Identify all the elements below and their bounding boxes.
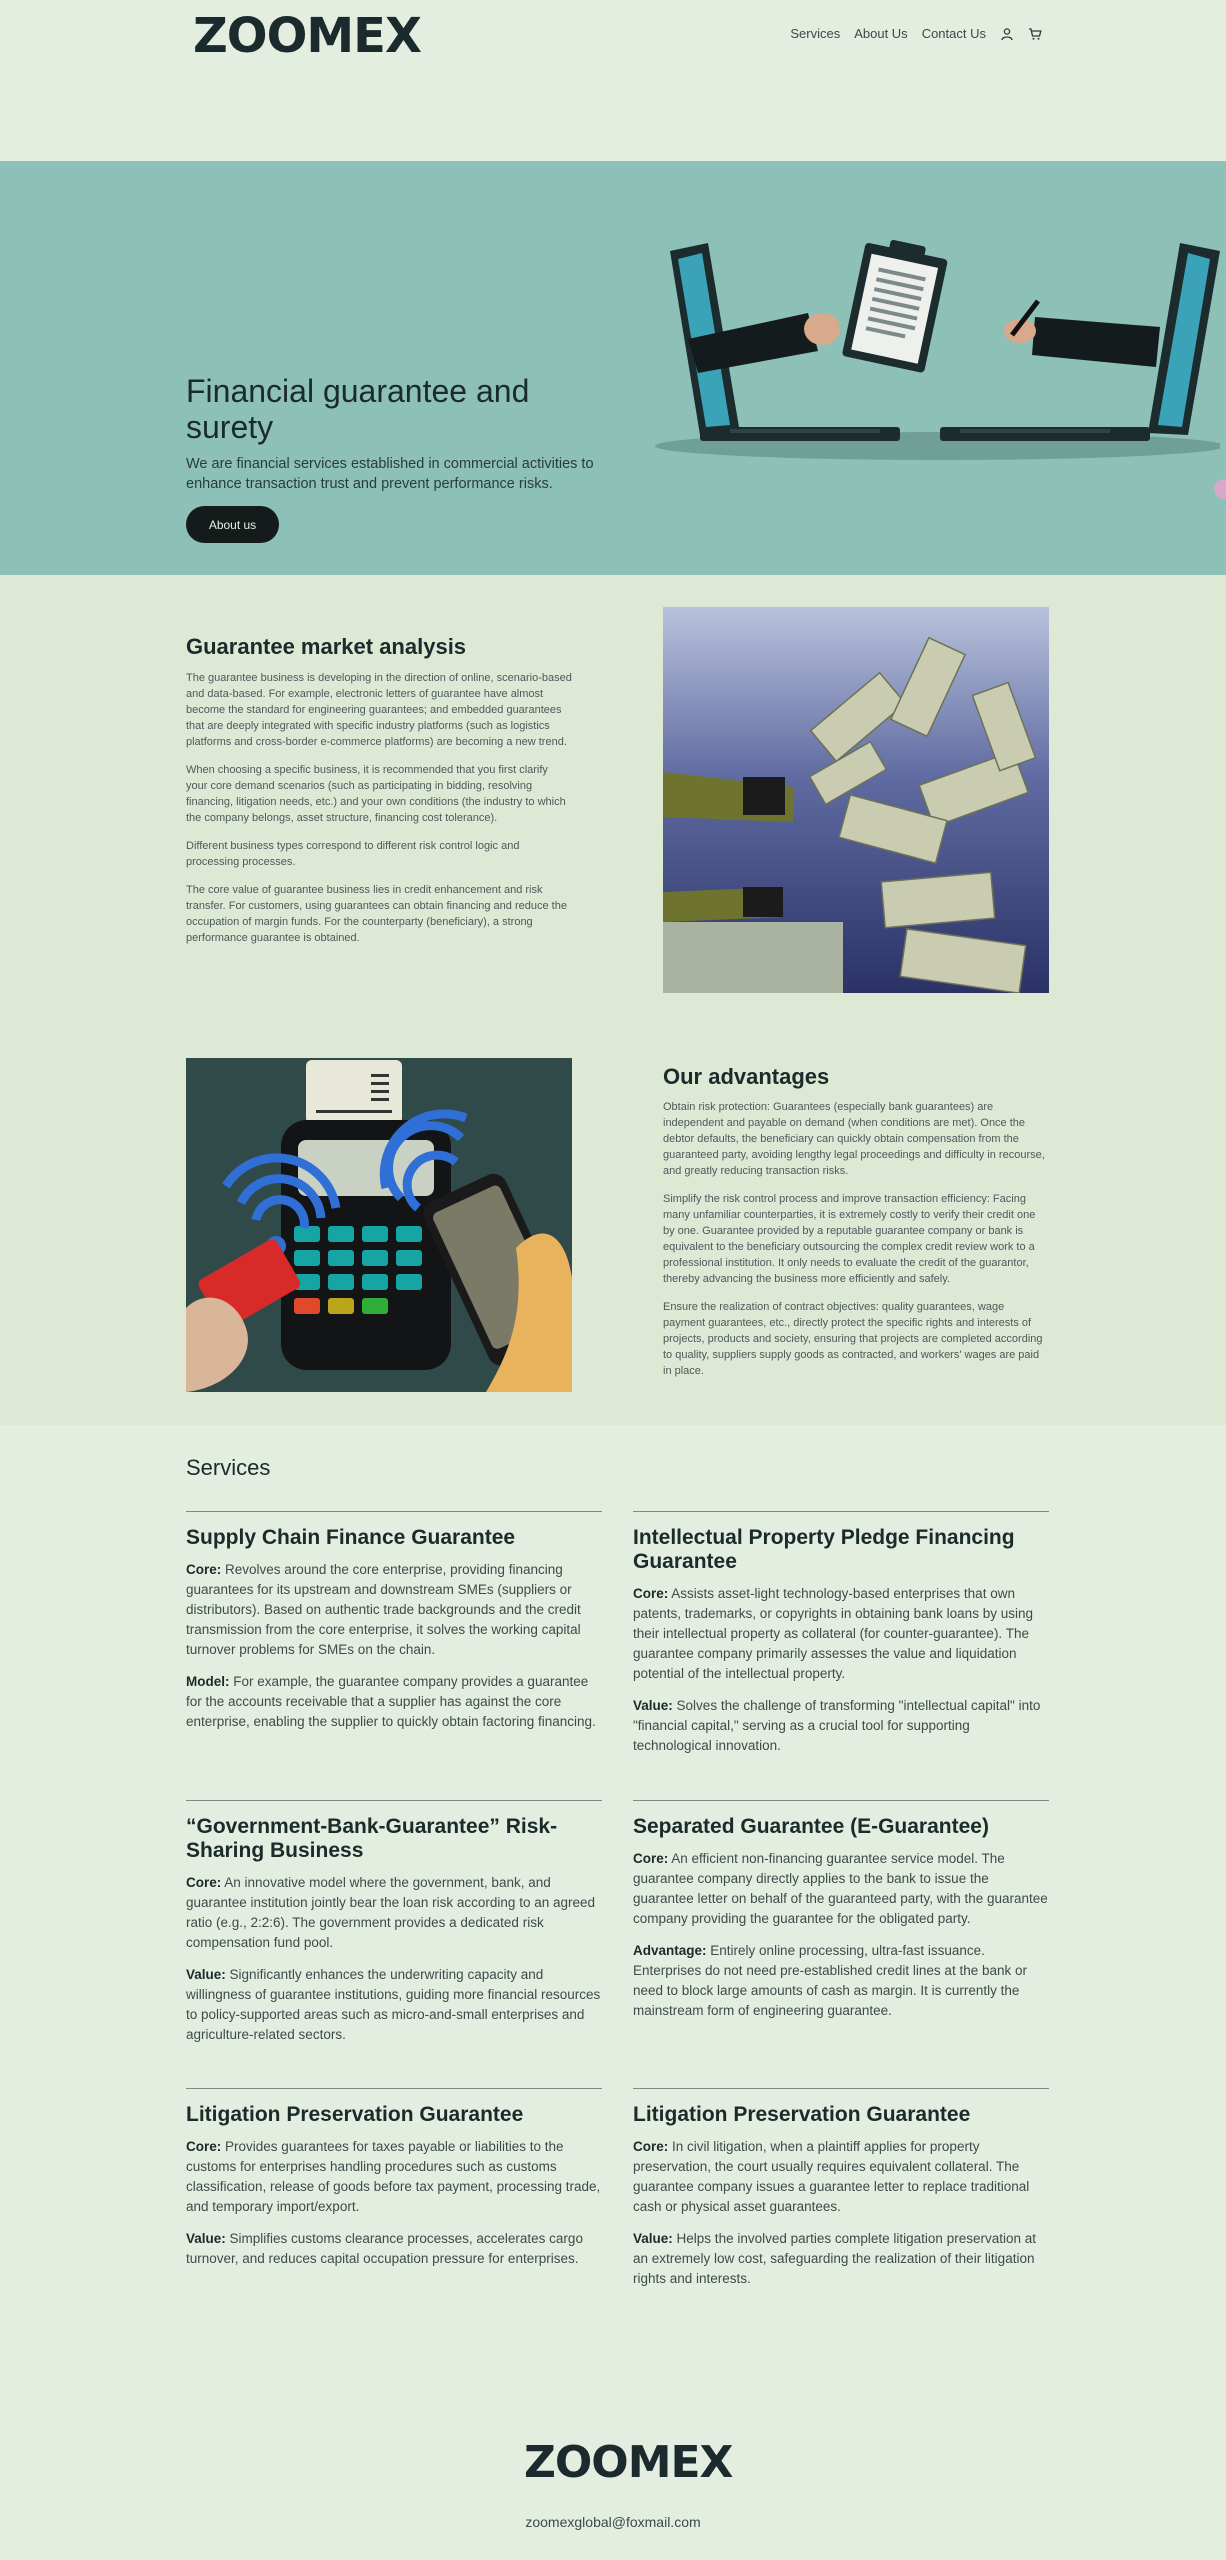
service-card xyxy=(186,2088,602,2281)
service-core: Core: An innovative model where the government, bank, and guarantee institution jointly bear the loan risk according to an agreed ratio (e.g., 2:2:6). The government provides a dedicated risk compensation fund pool. xyxy=(186,1875,596,1950)
analysis-paragraph: When choosing a specific business, it is recommended that you first clarify your core demand scenarios (such as participating in bidding, resolving financing, litigation needs, etc.) and your own conditions (the industry to which the company belongs, asset structure, financing cost tolerance). xyxy=(186,764,566,824)
advantages-paragraph: Ensure the realization of contract objectives: quality guarantees, wage payment guarantees, etc., directly protect the specific rights and interests of projects, products and society, ensuring that projects are completed according to quality, suppliers supply goods as contracted, and workers' wages are paid in place. xyxy=(663,1301,1043,1377)
service-detail: Advantage: Entirely online processing, ultra-fast issuance. Enterprises do not need pre-established credit lines at the bank or need to block large amounts of cash as margin. It is currently the mainstream form of engineering guarantee. xyxy=(633,1943,1027,2018)
advantages-paragraph: Simplify the risk control process and improve transaction efficiency: Facing many unfamiliar counterparties, it is extremely costly to verify their credit one by one. Guarantee provided by a reputable guarantee company or bank is equivalent to the beneficiary outsourcing the complex credit review work to a professional institution. It only needs to evaluate the credit of the guarantor, thereby advancing the business more efficiently and safely. xyxy=(663,1193,1036,1285)
service-core: Core: In civil litigation, when a plaintiff applies for property preservation, the court usually requires equivalent collateral. The guarantee company issues a guarantee letter to replace traditional cash or physical asset guarantees. xyxy=(633,2139,1030,2214)
cart-icon[interactable] xyxy=(1028,27,1042,41)
user-icon[interactable] xyxy=(1000,27,1014,41)
hero-illustration xyxy=(640,221,1220,481)
analysis-paragraph: The guarantee business is developing in the direction of online, scenario-based and data-based. For example, electronic letters of guarantee have almost become the standard for engineering guarantees; and embedded guarantees that are deeply integrated with specific industry platforms (such as logistics platforms and cross-border e-commerce platforms) are becoming a new trend. xyxy=(186,672,572,748)
service-detail: Model: For example, the guarantee company provides a guarantee for the accounts receivable that a supplier has against the core enterprise, enabling the supplier to quickly obtain factoring financing. xyxy=(186,1674,596,1729)
service-card xyxy=(633,1511,1049,1768)
hero-subtitle: We are financial services established in commercial activities to enhance transaction trust and prevent performance risks. xyxy=(186,456,594,492)
service-title: Separated Guarantee (E-Guarantee) xyxy=(633,1815,989,1838)
nav-contact-us[interactable]: Contact Us xyxy=(921,26,986,41)
service-core: Core: An efficient non-financing guarantee service model. The guarantee company directly applies to the bank to issue the guarantee letter on behalf of the guaranteed party, with the guarantee company providing the guarantee for the obligated party. xyxy=(633,1851,1048,1926)
service-title: Litigation Preservation Guarantee xyxy=(633,2103,971,2126)
main-nav xyxy=(790,26,1042,41)
service-detail: Value: Helps the involved parties complete litigation preservation at an extremely low cost, safeguarding the realization of their litigation rights and interests. xyxy=(633,2231,1036,2286)
service-core: Core: Provides guarantees for taxes payable or liabilities to the customs for enterprises handling procedures such as customs classification, release of goods before tax payment, processing trade, and temporary import/export. xyxy=(186,2139,601,2214)
service-card xyxy=(186,1511,602,1744)
service-core: Core: Assists asset-light technology-based enterprises that own patents, trademarks, or copyrights in obtaining bank loans by using their intellectual property as collateral (for counter-guarantee). The guarantee company primarily assesses the value and liquidation potential of the intellectual property. xyxy=(633,1586,1033,1681)
service-title: “Government-Bank-Guarantee” Risk-Sharing Business xyxy=(186,1815,558,1862)
service-card xyxy=(633,1800,1049,2033)
service-core: Core: Revolves around the core enterprise, providing financing guarantees for its upstream and downstream SMEs (suppliers or distributors). Based on authentic trade backgrounds and the credit transmission from the core enterprise, it solves the working capital turnover problems for SMEs on the chain. xyxy=(186,1562,581,1657)
service-detail: Value: Simplifies customs clearance processes, accelerates cargo turnover, and reduces capital occupation pressure for enterprises. xyxy=(186,2231,583,2266)
advantages-paragraph: Obtain risk protection: Guarantees (especially bank guarantees) are independent and payable on demand (when conditions are met). Once the debtor defaults, the beneficiary can quickly obtain compensation from the guaranteed party, avoiding lengthy legal proceedings and difficulty in recourse, and greatly reducing transaction risks. xyxy=(663,1101,1045,1177)
money-flying-image xyxy=(663,607,1049,993)
analysis-paragraph: The core value of guarantee business lies in credit enhancement and risk transfer. For customers, using guarantees can obtain financing and reduce the occupation of margin funds. For the counterparty (beneficiary), a strong performance guarantee is obtained. xyxy=(186,884,567,944)
site-header xyxy=(0,0,1226,70)
analysis-paragraph: Different business types correspond to different risk control logic and processing processes. xyxy=(186,840,520,868)
service-title: Intellectual Property Pledge Financing Guarantee xyxy=(633,1526,1015,1573)
floating-chat-dot[interactable] xyxy=(1214,479,1226,499)
header-logo[interactable]: ZOOMEX xyxy=(193,8,421,64)
footer-email[interactable]: zoomexglobal@foxmail.com xyxy=(525,2514,701,2530)
about-us-button[interactable]: About us xyxy=(186,506,279,543)
nav-about-us[interactable]: About Us xyxy=(854,26,908,41)
service-card xyxy=(186,1800,602,2057)
service-detail: Value: Significantly enhances the underwriting capacity and willingness of guarantee institutions, guiding more financial resources to policy-supported areas such as micro-and-small enterprises and agriculture-related sectors. xyxy=(186,1967,601,2042)
hero-title: Financial guarantee and surety xyxy=(186,373,530,445)
advantages-text xyxy=(663,1099,1049,1391)
service-card xyxy=(633,2088,1049,2301)
services-title: Services xyxy=(186,1455,271,1480)
service-title: Supply Chain Finance Guarantee xyxy=(186,1526,516,1549)
hero-section xyxy=(0,161,1226,575)
card-payment-image xyxy=(186,1058,572,1392)
analysis-text xyxy=(186,670,572,958)
footer-logo[interactable]: ZOOMEX xyxy=(524,2437,733,2488)
nav-services[interactable]: Services xyxy=(790,26,841,41)
analysis-title: Guarantee market analysis xyxy=(186,634,467,659)
service-title: Litigation Preservation Guarantee xyxy=(186,2103,524,2126)
advantages-title: Our advantages xyxy=(663,1064,830,1089)
service-detail: Value: Solves the challenge of transforming "intellectual capital" into "financial capital," serving as a crucial tool for supporting technological innovation. xyxy=(633,1698,1041,1753)
